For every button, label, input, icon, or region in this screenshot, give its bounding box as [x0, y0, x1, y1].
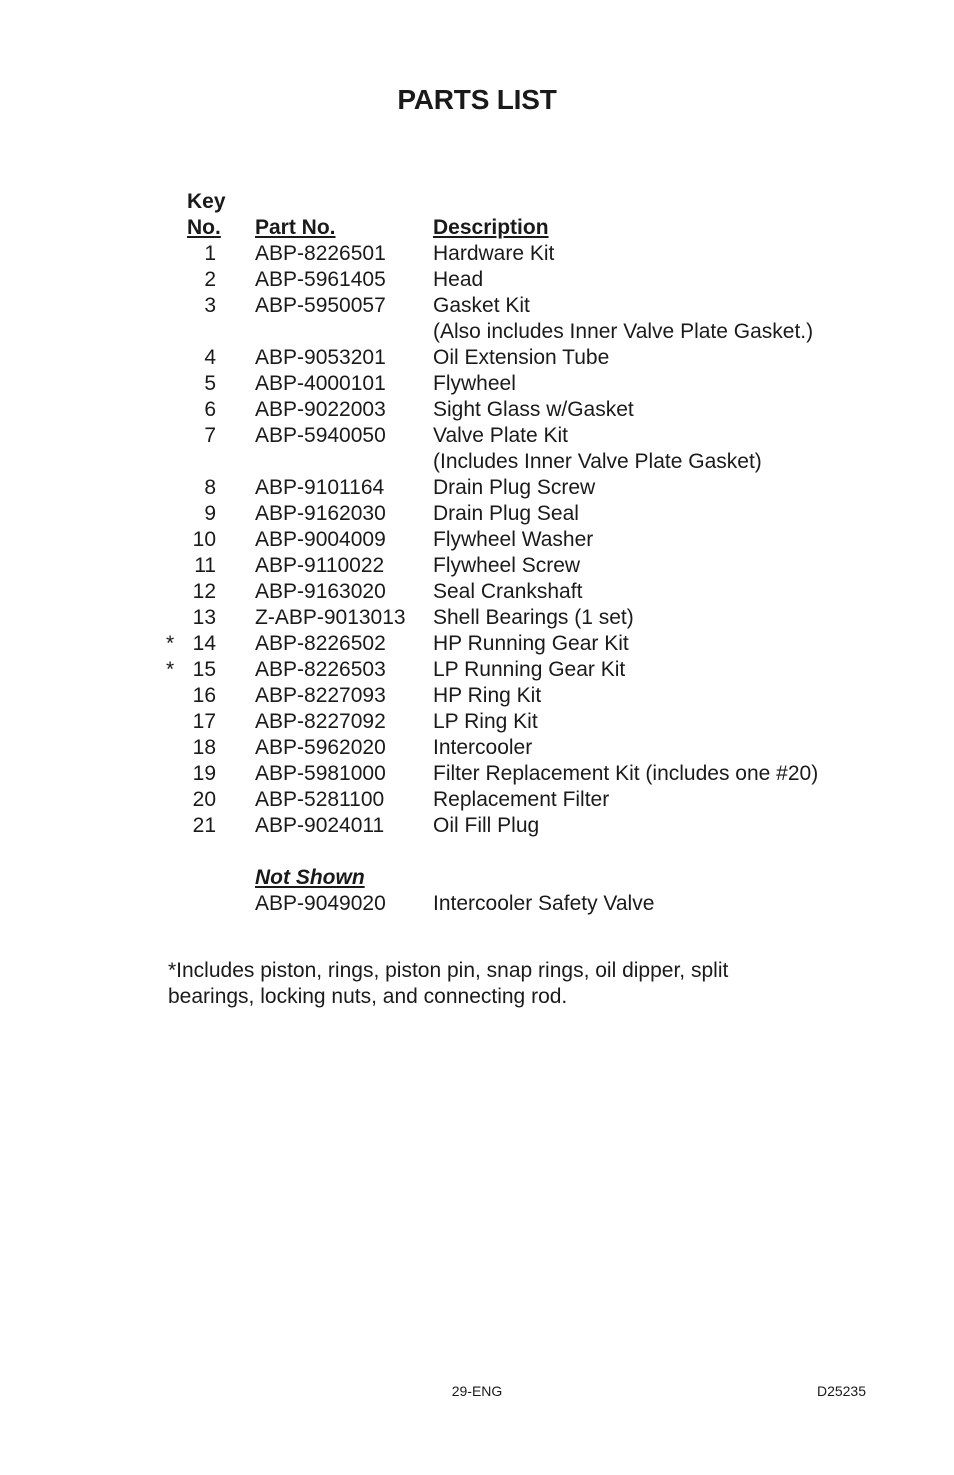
page-title: PARTS LIST: [397, 84, 557, 115]
part-number: ABP-8227092: [255, 710, 386, 733]
key-number: 8: [204, 476, 216, 499]
not-shown-heading: Not Shown: [255, 866, 365, 889]
part-number: ABP-9162030: [255, 502, 386, 525]
table-row: [166, 709, 866, 735]
part-description: Flywheel Washer: [433, 528, 594, 551]
table-row: [166, 657, 866, 683]
table-row: [166, 501, 866, 527]
part-number: ABP-9101164: [255, 476, 385, 499]
key-number: 2: [204, 268, 216, 291]
part-description: Seal Crankshaft: [433, 580, 583, 603]
page-number: 29-ENG: [451, 1383, 503, 1399]
table-row: [166, 319, 866, 345]
section-spacer: [166, 839, 866, 865]
part-number: ABP-8226503: [255, 658, 386, 681]
part-description: Drain Plug Seal: [433, 502, 579, 525]
key-number: 5: [204, 372, 216, 395]
key-number: 21: [192, 814, 216, 837]
table-row: [166, 579, 866, 605]
table-row: [166, 605, 866, 631]
table-row: [166, 371, 866, 397]
key-number: 3: [204, 294, 216, 317]
part-description: (Also includes Inner Valve Plate Gasket.): [433, 320, 814, 343]
key-number: 15: [192, 658, 216, 681]
part-description: HP Ring Kit: [433, 684, 542, 707]
part-number: ABP-5981000: [255, 762, 386, 785]
part-description: Gasket Kit: [433, 294, 530, 317]
table-row: [166, 735, 866, 761]
key-number: 4: [204, 346, 216, 369]
table-row: [166, 423, 866, 449]
part-number: ABP-9022003: [255, 398, 386, 421]
table-row: [166, 241, 866, 267]
key-number: 13: [192, 606, 216, 629]
table-row: [166, 553, 866, 579]
table-row: [166, 449, 866, 475]
part-description: Hardware Kit: [433, 242, 555, 265]
part-description: Sight Glass w/Gasket: [433, 398, 634, 421]
part-number: ABP-9024011: [255, 814, 385, 837]
asterisk-marker: *: [166, 658, 175, 681]
part-description: Flywheel: [433, 372, 516, 395]
document-code: D25235: [816, 1383, 866, 1399]
part-number: ABP-8226502: [255, 632, 386, 655]
part-description: HP Running Gear Kit: [433, 632, 629, 655]
key-number: 14: [192, 632, 216, 655]
part-number: ABP-9110022: [255, 554, 385, 577]
part-description: Replacement Filter: [433, 788, 610, 811]
description-header: Description: [433, 216, 549, 239]
table-row: [166, 527, 866, 553]
table-header-row-2: [166, 215, 866, 241]
table-row: [166, 293, 866, 319]
table-row: [166, 787, 866, 813]
key-number: 11: [194, 554, 216, 577]
part-description: (Includes Inner Valve Plate Gasket): [433, 450, 762, 473]
part-number: ABP-9163020: [255, 580, 386, 603]
part-description: Shell Bearings (1 set): [433, 606, 634, 629]
key-header-line1: Key: [187, 190, 226, 213]
asterisk-marker: *: [166, 632, 175, 655]
part-no-header: Part No.: [255, 216, 336, 239]
part-description: Head: [433, 268, 484, 291]
not-shown-row: [166, 891, 866, 917]
parts-table: [166, 189, 866, 917]
parts-rows: [166, 241, 866, 839]
footnote: *Includes piston, rings, piston pin, snap rings, oil dipper, split bearings, locking nuts, and connecting rod.: [168, 959, 729, 1008]
part-number: ABP-4000101: [255, 372, 386, 395]
part-description: Flywheel Screw: [433, 554, 581, 577]
key-number: 6: [204, 398, 216, 421]
not-shown-description: Intercooler Safety Valve: [433, 892, 655, 915]
part-number: ABP-9004009: [255, 528, 386, 551]
table-row: [166, 761, 866, 787]
part-number: ABP-5281100: [255, 788, 385, 811]
part-number: ABP-8227093: [255, 684, 386, 707]
part-number: ABP-5962020: [255, 736, 386, 759]
part-description: Oil Fill Plug: [433, 814, 540, 837]
key-number: 19: [192, 762, 216, 785]
key-header-line2: No.: [187, 216, 221, 239]
key-number: 16: [192, 684, 216, 707]
part-description: LP Running Gear Kit: [433, 658, 626, 681]
not-shown-part-number: ABP-9049020: [255, 892, 386, 915]
part-number: ABP-5961405: [255, 268, 386, 291]
part-description: Valve Plate Kit: [433, 424, 569, 447]
part-description: Filter Replacement Kit (includes one #20): [433, 762, 819, 785]
part-number: Z-ABP-9013013: [255, 606, 406, 629]
part-number: ABP-5950057: [255, 294, 386, 317]
table-row: [166, 267, 866, 293]
table-row: [166, 397, 866, 423]
part-description: Drain Plug Screw: [433, 476, 596, 499]
table-row: [166, 345, 866, 371]
table-row: [166, 475, 866, 501]
table-row: [166, 813, 866, 839]
key-number: 17: [192, 710, 216, 733]
key-number: 7: [204, 424, 216, 447]
not-shown-heading-row: [166, 865, 866, 891]
part-description: Oil Extension Tube: [433, 346, 610, 369]
key-number: 1: [204, 242, 216, 265]
key-number: 18: [192, 736, 216, 759]
part-number: ABP-8226501: [255, 242, 386, 265]
key-number: 9: [204, 502, 216, 525]
part-description: Intercooler: [433, 736, 533, 759]
part-number: ABP-5940050: [255, 424, 386, 447]
table-row: [166, 631, 866, 657]
part-description: LP Ring Kit: [433, 710, 538, 733]
key-number: 12: [192, 580, 216, 603]
table-row: [166, 683, 866, 709]
part-number: ABP-9053201: [255, 346, 386, 369]
key-number: 20: [192, 788, 216, 811]
key-number: 10: [192, 528, 216, 551]
table-header-row-1: [166, 189, 866, 215]
